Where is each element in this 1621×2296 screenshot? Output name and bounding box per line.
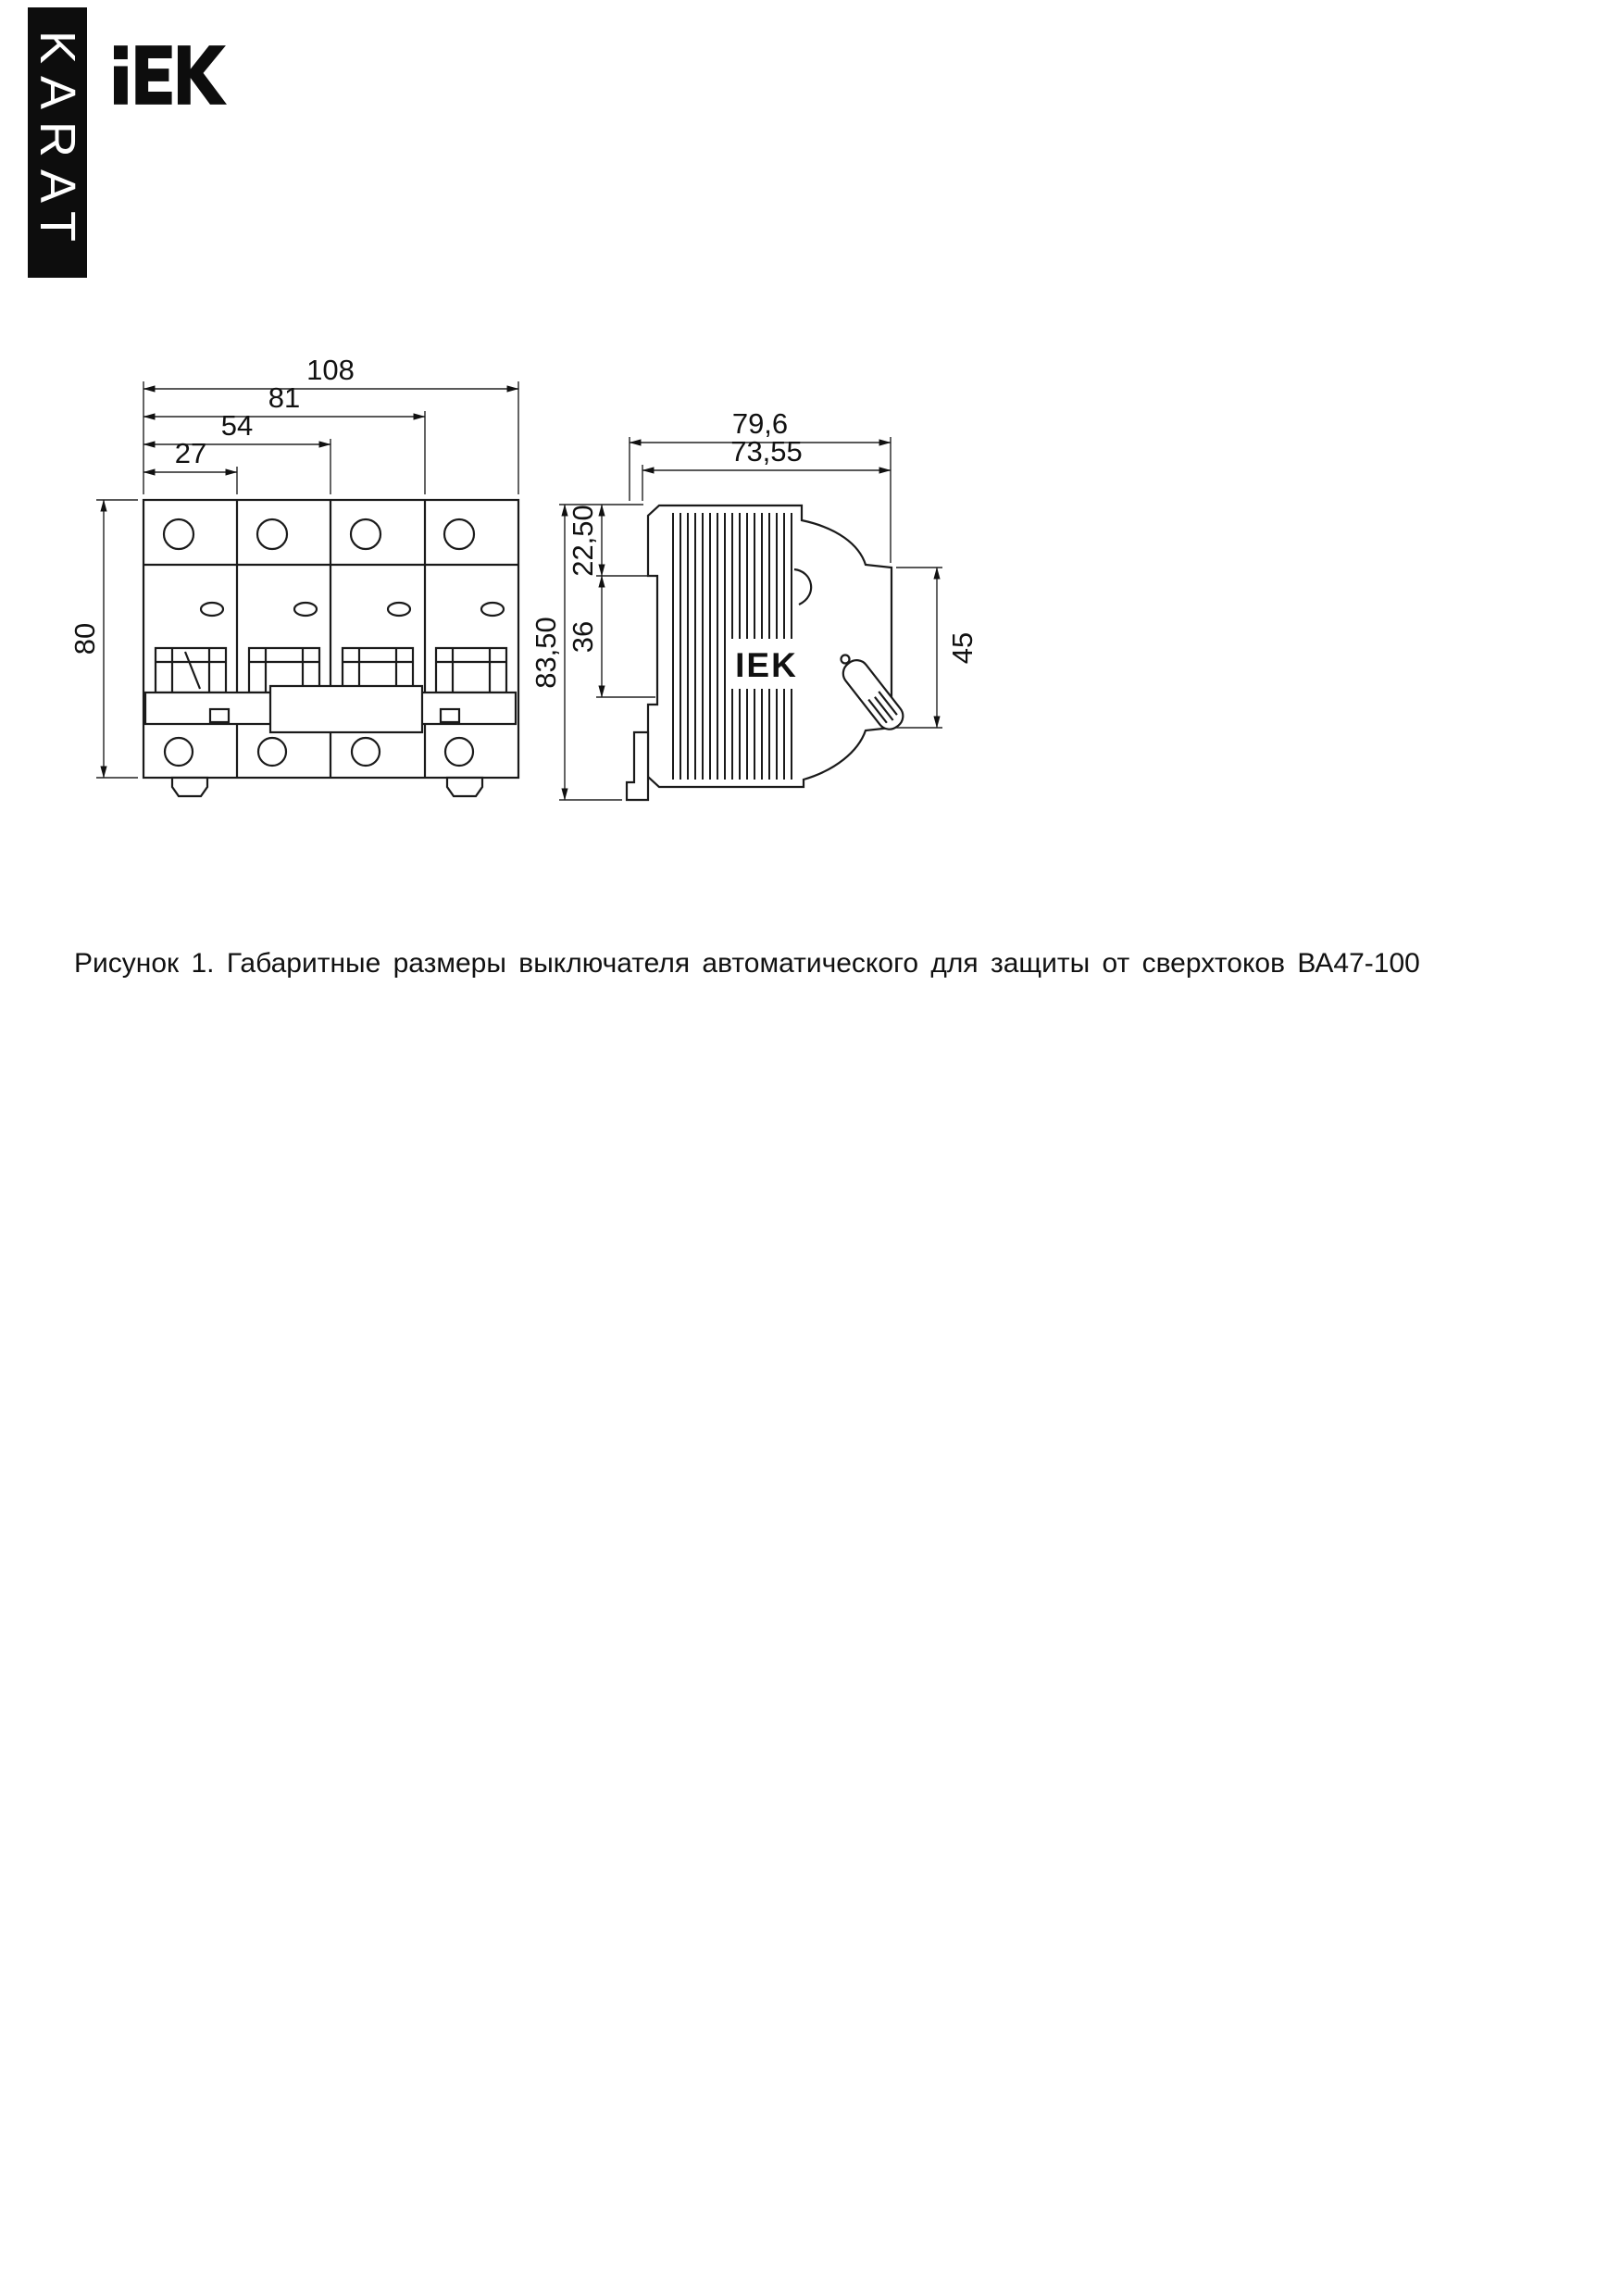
dim-front-height: 80 [69, 622, 101, 655]
side-view [627, 505, 908, 800]
din-rail-clip [627, 732, 648, 800]
dim-front-width-81: 81 [268, 381, 301, 414]
tie-bar-clip-right [441, 709, 459, 722]
dim-front-width-54: 54 [220, 409, 254, 442]
dim-side-depth-overall: 79,6 [731, 407, 789, 440]
dim-side-height-overall: 83,50 [530, 617, 562, 689]
side-logo-text: IEK [735, 646, 798, 684]
dim-side-din-slot: 36 [567, 620, 599, 654]
dim-front-width-27: 27 [174, 437, 207, 469]
mounting-foot-left [172, 778, 207, 796]
dimension-drawing [0, 0, 1621, 1018]
dim-side-depth-body: 73,55 [730, 435, 803, 468]
dim-side-front-face-height: 45 [946, 631, 979, 665]
karat-brand-text: KARAT [30, 31, 85, 255]
tie-bar-plate [270, 686, 422, 732]
dim-front-total-width: 108 [306, 354, 355, 386]
mounting-foot-right [447, 778, 482, 796]
tie-bar-clip-left [210, 709, 229, 722]
dim-side-top-to-din: 22,50 [567, 505, 599, 577]
front-view [143, 500, 518, 796]
figure-caption: Рисунок 1. Габаритные размеры выключателя автоматического для защиты от сверхтоков ВА47-100 [74, 948, 1420, 979]
